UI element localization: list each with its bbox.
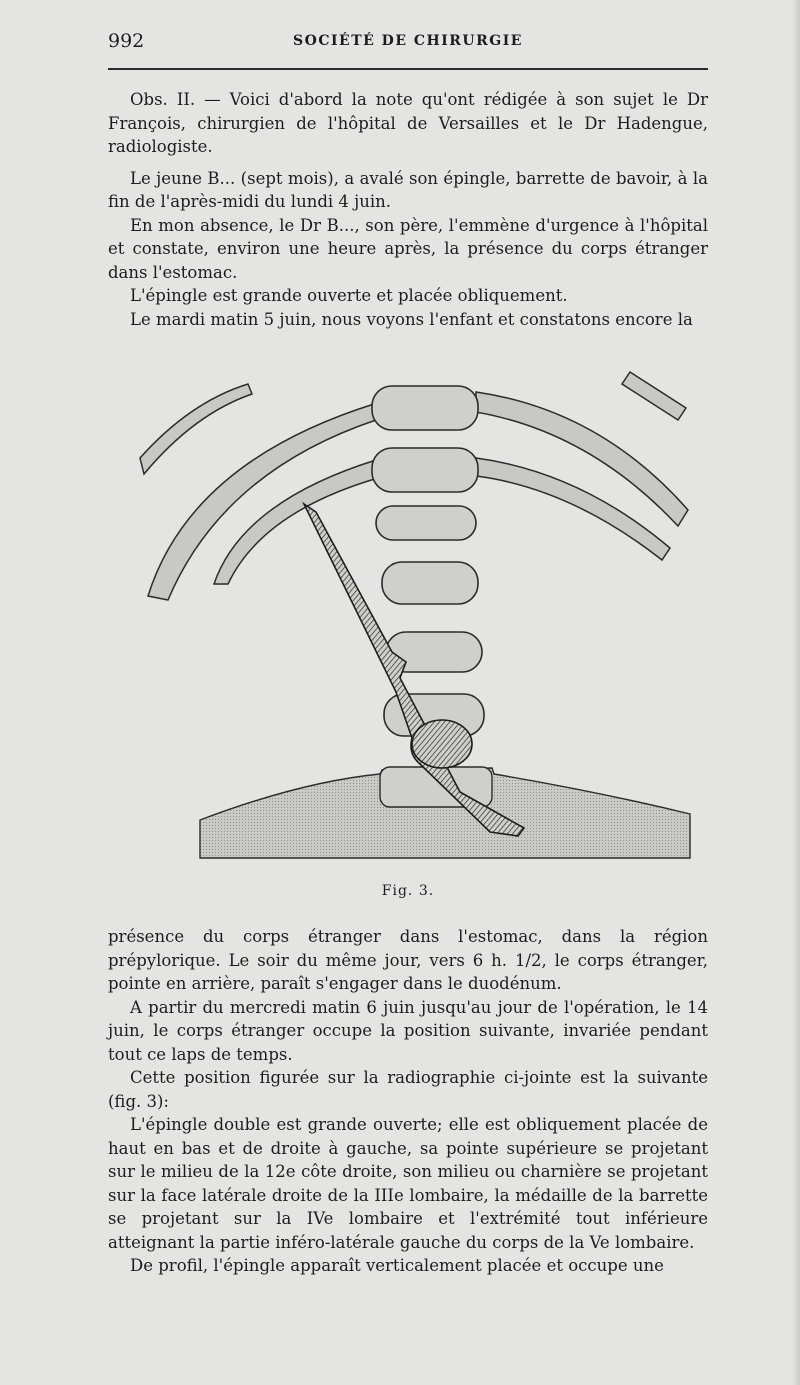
running-title: SOCIÉTÉ DE CHIRURGIE bbox=[293, 33, 523, 49]
vertebra bbox=[372, 386, 478, 430]
bottom-text-block bbox=[108, 925, 708, 1278]
vertebra bbox=[382, 562, 478, 604]
paragraph: L'épingle est grande ouverte et placée obliquement. bbox=[130, 286, 568, 305]
header-rule bbox=[108, 68, 708, 70]
page-edge-shadow bbox=[792, 0, 800, 1385]
paragraph: En mon absence, le Dr B..., son père, l'emmène d'urgence à l'hôpital et constate, environ une heure après, la présence du corps étranger dans l'estomac. bbox=[108, 215, 708, 282]
paragraph: Le mardi matin 5 juin, nous voyons l'enfant et constatons encore la bbox=[130, 309, 693, 329]
vertebra bbox=[376, 506, 476, 540]
top-text-block bbox=[108, 88, 708, 331]
paragraph: Le jeune B... (sept mois), a avalé son épingle, barrette de bavoir, à la fin de l'après-midi du lundi 4 juin. bbox=[108, 168, 708, 211]
paragraph: De profil, l'épingle apparaît verticalement placée et occupe une bbox=[130, 1256, 664, 1275]
page-number: 992 bbox=[108, 30, 145, 52]
paragraph-obs: Obs. II. — Voici d'abord la note qu'ont rédigée à son sujet le Dr François, chirurgien de l'hôpital de Versailles et le Dr Hadengue, radiologiste. bbox=[108, 90, 708, 156]
rib-right-corner bbox=[622, 372, 686, 420]
rib-left-top bbox=[140, 384, 252, 474]
vertebra bbox=[372, 448, 478, 492]
paragraph: Cette position figurée sur la radiographie ci-jointe est la suivante (fig. 3): bbox=[108, 1068, 708, 1111]
paragraph: présence du corps étranger dans l'estomac, dans la région prépylorique. Le soir du même jour, vers 6 h. 1/2, le corps étranger, pointe en arrière, paraît s'engager dans le duodénum. bbox=[108, 927, 708, 993]
figure-caption: Fig. 3. bbox=[381, 883, 435, 899]
paragraph: L'épingle double est grande ouverte; elle est obliquement placée de haut en bas et de droite à gauche, sa pointe supérieure se projetant sur le milieu de la 12e côte droite, son milieu ou charnière se projetant sur la face latérale droite de la IIIe lombaire, la médaille de la barrette se projetant sur la IVe lombaire et l'extrémité tout inférieure atteignant la partie inféro-latérale gauche du corps de la Ve lombaire. bbox=[108, 1115, 708, 1252]
page-header bbox=[108, 30, 708, 54]
paragraph: A partir du mercredi matin 6 juin jusqu'au jour de l'opération, le 14 juin, le corps étranger occupe la position suivante, invariée pendant tout ce laps de temps. bbox=[108, 997, 708, 1064]
pin-medal bbox=[412, 720, 472, 768]
radiograph-figure bbox=[130, 362, 700, 862]
